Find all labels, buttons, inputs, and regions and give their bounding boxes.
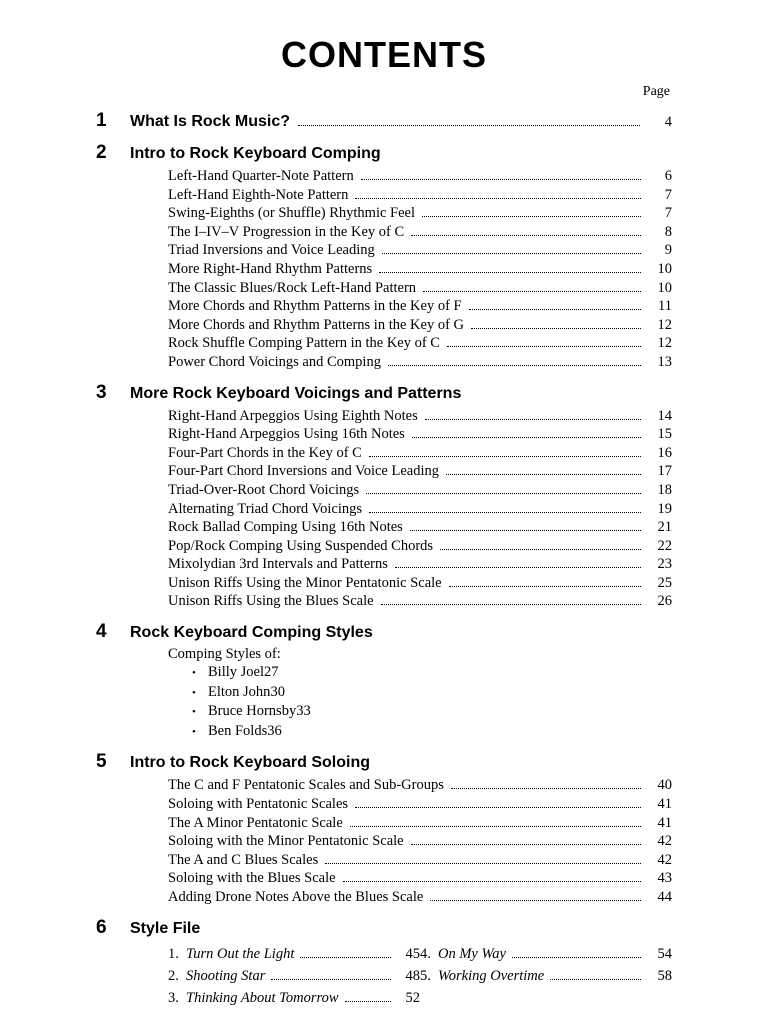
chapter-number: 1 (96, 110, 107, 131)
entry-list (96, 776, 672, 906)
dot-leader (449, 586, 641, 587)
entry-page-number: 12 (657, 316, 672, 333)
entry-title: The I–IV–V Progression in the Key of C (168, 223, 405, 240)
entry-list (96, 407, 672, 612)
entry-page-number: 41 (657, 796, 672, 813)
chapter-number: 6 (96, 916, 107, 938)
entry-title: Soloing with the Blues Scale (168, 870, 336, 887)
chapter-section (96, 382, 672, 612)
dot-leader (423, 291, 641, 292)
toc-entry[interactable] (168, 425, 672, 444)
dot-leader (425, 419, 641, 420)
entry-title: The Classic Blues/Rock Left-Hand Pattern (168, 279, 417, 296)
toc-entry[interactable] (192, 702, 672, 722)
entry-number: 5. (420, 967, 431, 984)
entry-page-number: 41 (657, 814, 672, 831)
entry-title: Unison Riffs Using the Minor Pentatonic Scale (168, 574, 442, 591)
dot-leader (550, 979, 641, 980)
entry-title: Alternating Triad Chord Voicings (168, 500, 363, 517)
entry-page-number: 15 (657, 426, 672, 443)
style-file-column-right (420, 943, 672, 1009)
entry-number: 3. (168, 989, 179, 1006)
dot-leader (298, 125, 640, 126)
dot-leader (382, 253, 641, 254)
entry-page-number: 21 (657, 519, 672, 536)
toc-entry[interactable] (168, 814, 672, 833)
entry-page-number: 14 (657, 407, 672, 424)
entry-title: Adding Drone Notes Above the Blues Scale (168, 889, 424, 905)
toc-entry[interactable] (168, 279, 672, 298)
entry-title: Soloing with the Minor Pentatonic Scale (168, 833, 404, 850)
dot-leader (412, 437, 641, 438)
entry-page-number: 7 (664, 186, 672, 203)
toc-entry[interactable] (168, 965, 420, 987)
dot-leader (446, 474, 641, 475)
toc-entry[interactable] (168, 592, 672, 611)
entry-page-number: 9 (664, 242, 672, 259)
entry-title: Triad Inversions and Voice Leading (168, 242, 375, 259)
dot-leader (422, 216, 641, 217)
entry-page-number: 19 (657, 500, 672, 517)
dot-leader (300, 957, 391, 958)
toc-entry[interactable] (168, 186, 672, 205)
chapter-heading-5[interactable] (96, 751, 672, 773)
entry-title: Working Overtime (438, 967, 545, 984)
dot-leader (350, 826, 641, 827)
toc-entry[interactable] (168, 167, 672, 186)
entry-page-number: 52 (405, 989, 420, 1006)
entry-title: Billy Joel (208, 664, 264, 681)
toc-entry[interactable] (168, 888, 672, 907)
toc-entry[interactable] (168, 518, 672, 537)
toc-entry[interactable] (168, 223, 672, 242)
dot-leader (410, 530, 641, 531)
bullet-icon: • (192, 706, 196, 719)
bullet-list (96, 663, 672, 741)
dot-leader (512, 957, 641, 958)
dot-leader (355, 807, 641, 808)
toc-entry[interactable] (168, 481, 672, 500)
bullet-icon: • (192, 725, 196, 738)
dot-leader (379, 272, 641, 273)
chapter-title: Rock Keyboard Comping Styles (130, 624, 373, 642)
entry-title: Left-Hand Quarter-Note Pattern (168, 168, 354, 184)
style-file-list (96, 943, 672, 1009)
entry-page-number: 12 (657, 335, 672, 352)
dot-leader (369, 456, 641, 457)
entry-number: 4. (420, 945, 431, 962)
entry-title: Turn Out the Light (186, 945, 295, 962)
entry-title: Mixolydian 3rd Intervals and Patterns (168, 556, 388, 573)
chapter-title: What Is Rock Music? (130, 113, 291, 130)
chapter-heading-3[interactable] (96, 382, 672, 404)
toc-entry[interactable] (168, 297, 672, 316)
entry-title: Power Chord Voicings and Comping (168, 353, 381, 370)
entry-title: Shooting Star (186, 967, 266, 984)
dot-leader (343, 881, 641, 882)
toc-entry[interactable] (168, 555, 672, 574)
chapter-section (96, 917, 672, 1009)
entry-title: More Chords and Rhythm Patterns in the Key of G (168, 316, 465, 333)
toc-entry[interactable] (168, 316, 672, 335)
entry-page-number: 13 (657, 353, 672, 370)
dot-leader (361, 179, 641, 180)
chapter-number: 4 (96, 621, 107, 643)
entry-title: Swing-Eighths (or Shuffle) Rhythmic Feel (168, 205, 416, 222)
entry-list (96, 167, 672, 372)
entry-page-number: 42 (657, 851, 672, 868)
entry-page-number: 45 (405, 945, 420, 962)
entry-page-number: 11 (658, 298, 672, 315)
chapter-section (96, 621, 672, 741)
entry-title: More Chords and Rhythm Patterns in the Key of F (168, 298, 462, 315)
toc-entry[interactable] (168, 832, 672, 851)
entry-title: More Right-Hand Rhythm Patterns (168, 260, 373, 277)
bullet-icon: • (192, 686, 196, 699)
chapter-heading-1[interactable] (96, 110, 672, 132)
dot-leader (271, 979, 391, 980)
entry-page-number: 18 (657, 481, 672, 498)
entry-title: The A and C Blues Scales (168, 851, 319, 868)
entry-page-number: 10 (657, 279, 672, 296)
dot-leader (388, 365, 641, 366)
chapter-title: Intro to Rock Keyboard Soloing (130, 754, 371, 772)
page-title: CONTENTS (281, 34, 487, 75)
dot-leader (469, 309, 641, 310)
toc-entry[interactable] (168, 241, 672, 260)
dot-leader (411, 844, 641, 845)
entry-page-number: 36 (267, 722, 282, 739)
entry-title: The A Minor Pentatonic Scale (168, 814, 343, 831)
entry-page-number: 7 (664, 205, 672, 222)
chapter-heading-2[interactable] (96, 142, 672, 164)
toc-entry[interactable] (192, 663, 672, 683)
dot-leader (345, 1001, 391, 1002)
entry-number: 1. (168, 945, 179, 962)
toc-entry[interactable] (168, 943, 420, 965)
dot-leader (430, 900, 641, 901)
toc-entry[interactable] (168, 869, 672, 888)
entry-title: Bruce Hornsby (208, 703, 297, 720)
entry-page-number: 27 (264, 664, 279, 681)
toc-entry[interactable] (192, 722, 672, 742)
dot-leader (447, 346, 641, 347)
chapter-title: More Rock Keyboard Voicings and Patterns (130, 384, 462, 402)
dot-leader (451, 788, 641, 789)
chapter-number: 2 (96, 142, 107, 163)
entry-page-number: 42 (657, 833, 672, 850)
toc-entry[interactable] (168, 776, 672, 795)
dot-leader (381, 604, 641, 605)
toc-entry[interactable] (168, 537, 672, 556)
entry-page-number: 10 (657, 260, 672, 277)
entry-title: Ben Folds (208, 722, 268, 739)
entry-title: Right-Hand Arpeggios Using Eighth Notes (168, 407, 418, 424)
entry-page-number: 30 (270, 683, 285, 700)
toc-entry[interactable] (420, 943, 672, 965)
entry-title: Four-Part Chords in the Key of C (168, 444, 362, 461)
entry-page-number: 8 (664, 223, 672, 240)
toc-entry[interactable] (168, 204, 672, 223)
entry-page-number: 44 (657, 889, 672, 905)
entry-title: Pop/Rock Comping Using Suspended Chords (168, 537, 434, 554)
entry-title: Unison Riffs Using the Blues Scale (168, 593, 374, 610)
dot-leader (325, 863, 641, 864)
chapter-heading-6[interactable] (96, 917, 672, 939)
dot-leader (471, 328, 641, 329)
entry-title: Elton John (208, 683, 271, 700)
entry-page-number: 25 (657, 574, 672, 591)
entry-title: Thinking About Tomorrow (186, 989, 339, 1006)
chapter-subnote: Comping Styles of: (168, 646, 281, 663)
bullet-icon: • (192, 667, 196, 680)
toc-entry[interactable] (168, 500, 672, 519)
toc-entry[interactable] (168, 574, 672, 593)
chapter-section (96, 110, 672, 132)
chapter-title: Intro to Rock Keyboard Comping (130, 145, 381, 162)
page-column-header: Page (642, 84, 670, 99)
toc-entry[interactable] (168, 987, 420, 1009)
chapter-section (96, 142, 672, 372)
entry-page-number: 17 (657, 463, 672, 480)
entry-page-number: 22 (657, 537, 672, 554)
entry-title: Soloing with Pentatonic Scales (168, 796, 349, 813)
toc-entry[interactable] (168, 407, 672, 426)
entry-title: Four-Part Chord Inversions and Voice Leading (168, 463, 440, 480)
entry-page-number: 6 (664, 168, 672, 184)
entry-page-number: 23 (657, 556, 672, 573)
toc-entry[interactable] (168, 353, 672, 372)
entry-page-number: 48 (405, 967, 420, 984)
toc-entry[interactable] (168, 795, 672, 814)
dot-leader (411, 235, 641, 236)
dot-leader (366, 493, 641, 494)
dot-leader (355, 198, 641, 199)
entry-page-number: 26 (657, 593, 672, 610)
toc-entry[interactable] (168, 851, 672, 870)
entry-page-number: 58 (657, 967, 672, 984)
entry-title: Rock Ballad Comping Using 16th Notes (168, 519, 403, 536)
chapter-heading-4[interactable] (96, 621, 672, 643)
dot-leader (440, 549, 641, 550)
chapter-section (96, 751, 672, 906)
entry-title: Rock Shuffle Comping Pattern in the Key of C (168, 335, 440, 352)
toc-entry[interactable] (168, 334, 672, 353)
chapter-title: Style File (130, 919, 201, 937)
entry-title: Triad-Over-Root Chord Voicings (168, 481, 360, 498)
entry-page-number: 33 (296, 703, 311, 720)
entry-title: The C and F Pentatonic Scales and Sub-Groups (168, 777, 444, 794)
dot-leader (369, 512, 641, 513)
toc-entry[interactable] (168, 260, 672, 279)
toc-entry[interactable] (168, 444, 672, 463)
entry-page-number: 54 (657, 945, 672, 962)
entry-page-number: 43 (657, 870, 672, 887)
chapter-number: 5 (96, 751, 107, 773)
chapter-number: 3 (96, 381, 107, 403)
toc-entry[interactable] (192, 683, 672, 703)
toc-entry[interactable] (168, 462, 672, 481)
entry-page-number: 40 (657, 777, 672, 794)
dot-leader (395, 567, 641, 568)
chapter-page-number: 4 (664, 114, 672, 130)
entry-page-number: 16 (657, 444, 672, 461)
entry-number: 2. (168, 967, 179, 984)
entry-title: Left-Hand Eighth-Note Pattern (168, 186, 349, 203)
toc-entry[interactable] (420, 965, 672, 987)
style-file-column-left (168, 943, 420, 1009)
entry-title: On My Way (438, 945, 506, 962)
entry-title: Right-Hand Arpeggios Using 16th Notes (168, 426, 405, 443)
